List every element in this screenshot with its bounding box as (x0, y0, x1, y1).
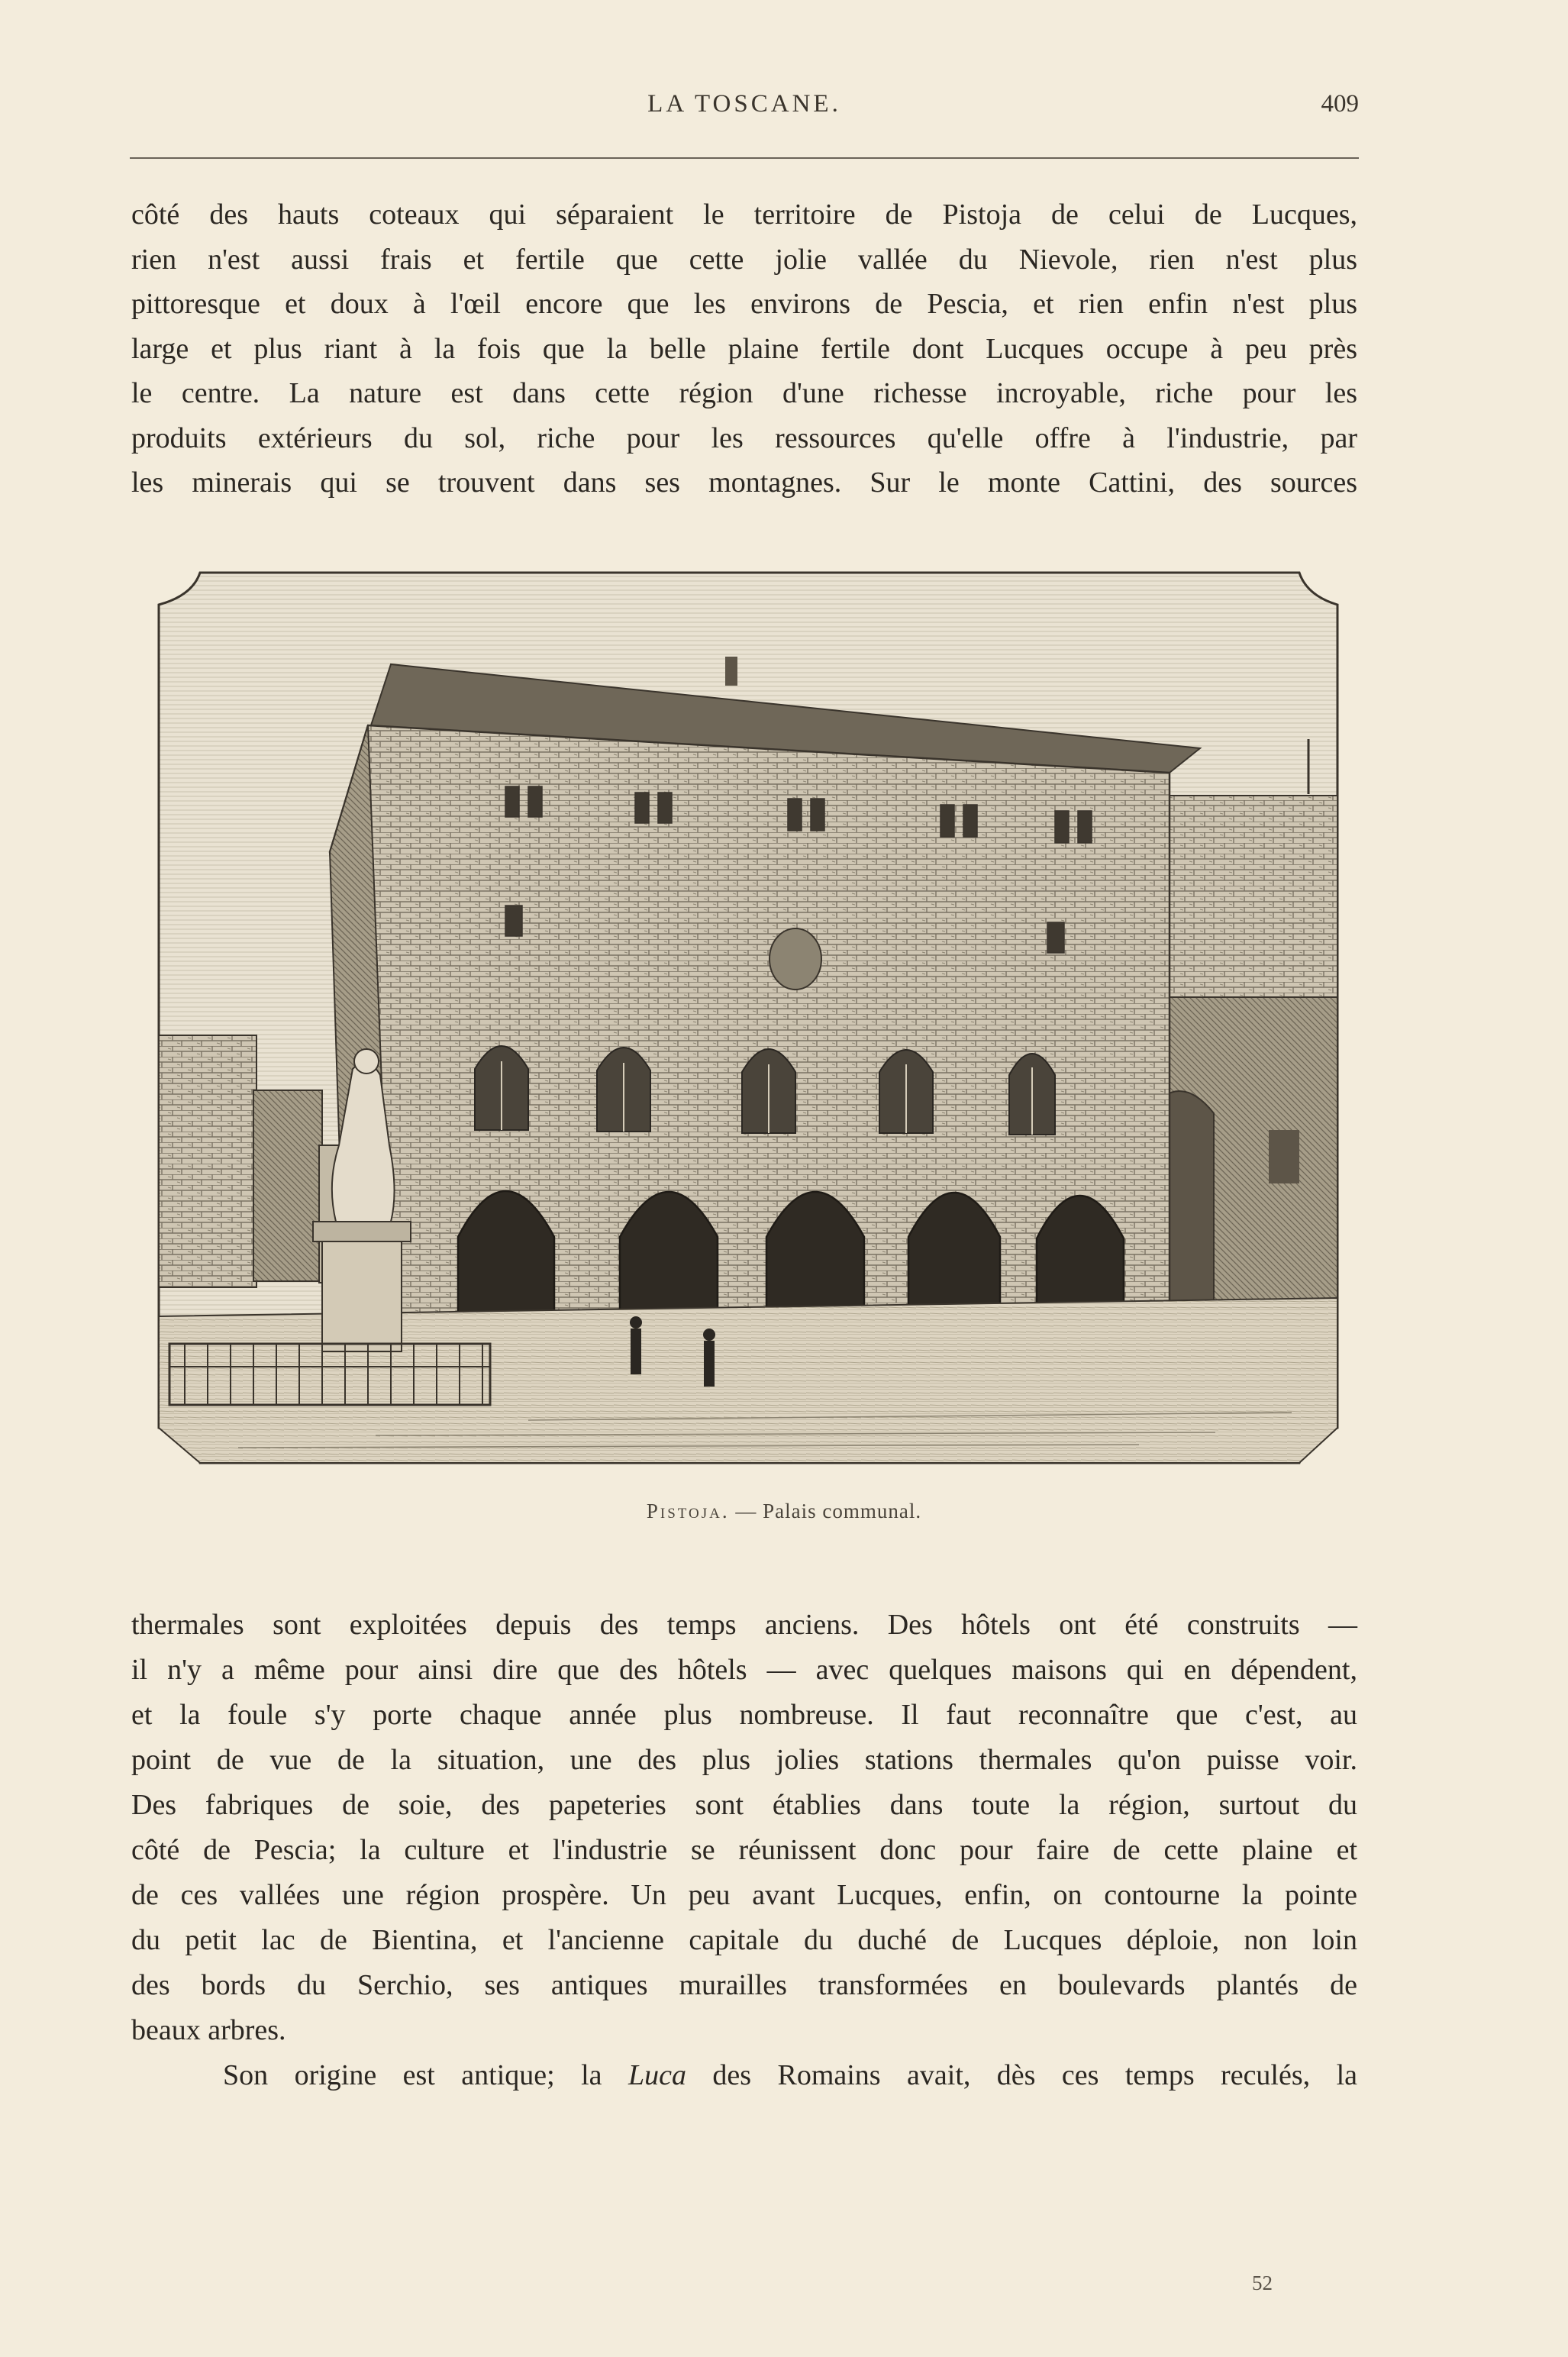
text-line: et la foule s'y porte chaque année plus nombreuse. Il faut reconnaître que c'est, au (131, 1699, 1357, 1731)
text-run: des Romains avait, dès ces temps reculés, la (686, 2059, 1357, 2091)
page-number: 409 (1321, 90, 1359, 118)
text-run: Son origine est antique; la (223, 2059, 628, 2091)
header-rule (130, 157, 1359, 159)
text-line: du petit lac de Bientina, et l'ancienne capitale du duché de Lucques déploie, non loin (131, 1924, 1357, 1956)
text-line: thermales sont exploitées depuis des temps anciens. Des hôtels ont été construits — (131, 1609, 1357, 1641)
right-building (1162, 796, 1337, 1009)
text-line: point de vue de la situation, une des plus jolies stations thermales qu'on puisse voir. (131, 1744, 1357, 1776)
text-line: côté des hauts coteaux qui séparaient le territoire de Pistoja de celui de Lucques, (131, 199, 1357, 231)
caption-place: Pistoja. (646, 1500, 730, 1522)
figure-caption (0, 1500, 1568, 1523)
text-line-last-paragraph (131, 2053, 1357, 2098)
statue-pedestal (322, 1237, 402, 1351)
text-line: des bords du Serchio, ses antiques murailles transformées en boulevards plantés de (131, 1969, 1357, 2001)
text-line: le centre. La nature est dans cette région d'une richesse incroyable, riche pour les (131, 377, 1357, 409)
caption-title: Palais communal. (763, 1500, 922, 1522)
text-line: il n'y a même pour ainsi dire que des hôtels — avec quelques maisons qui en dépendent, (131, 1654, 1357, 1686)
text-line: côté de Pescia; la culture et l'industrie se réunissent donc pour faire de cette plaine et (131, 1834, 1357, 1866)
text-line: de ces vallées une région prospère. Un peu avant Lucques, enfin, on contourne la pointe (131, 1879, 1357, 1911)
text-line: pittoresque et doux à l'œil encore que les environs de Pescia, et rien enfin n'est plus (131, 288, 1357, 320)
paragraph-bottom (131, 1603, 1357, 2098)
text-line: Des fabriques de soie, des papeteries sont établies dans toute la région, surtout du (131, 1789, 1357, 1821)
engraving-palais-communal (147, 565, 1368, 1474)
text-run-italic: Luca (628, 2059, 686, 2091)
caption-separator: — (729, 1500, 763, 1522)
text-line: large et plus riant à la fois que la belle plaine fertile dont Lucques occupe à peu près (131, 332, 1357, 365)
text-line: rien n'est aussi frais et fertile que cette jolie vallée du Nievole, rien n'est plus (131, 243, 1357, 276)
text-line: beaux arbres. (131, 2014, 286, 2046)
paragraph-top (131, 192, 1357, 505)
coat-of-arms (769, 928, 821, 990)
signature-mark: 52 (1252, 2271, 1273, 2294)
running-head (130, 90, 1359, 136)
left-building (159, 1035, 256, 1287)
running-title: LA TOSCANE. (647, 90, 841, 118)
text-line: produits extérieurs du sol, riche pour les ressources qu'elle offre à l'industrie, par (131, 421, 1357, 454)
text-line: les minerais qui se trouvent dans ses montagnes. Sur le monte Cattini, des sources (131, 467, 1357, 499)
